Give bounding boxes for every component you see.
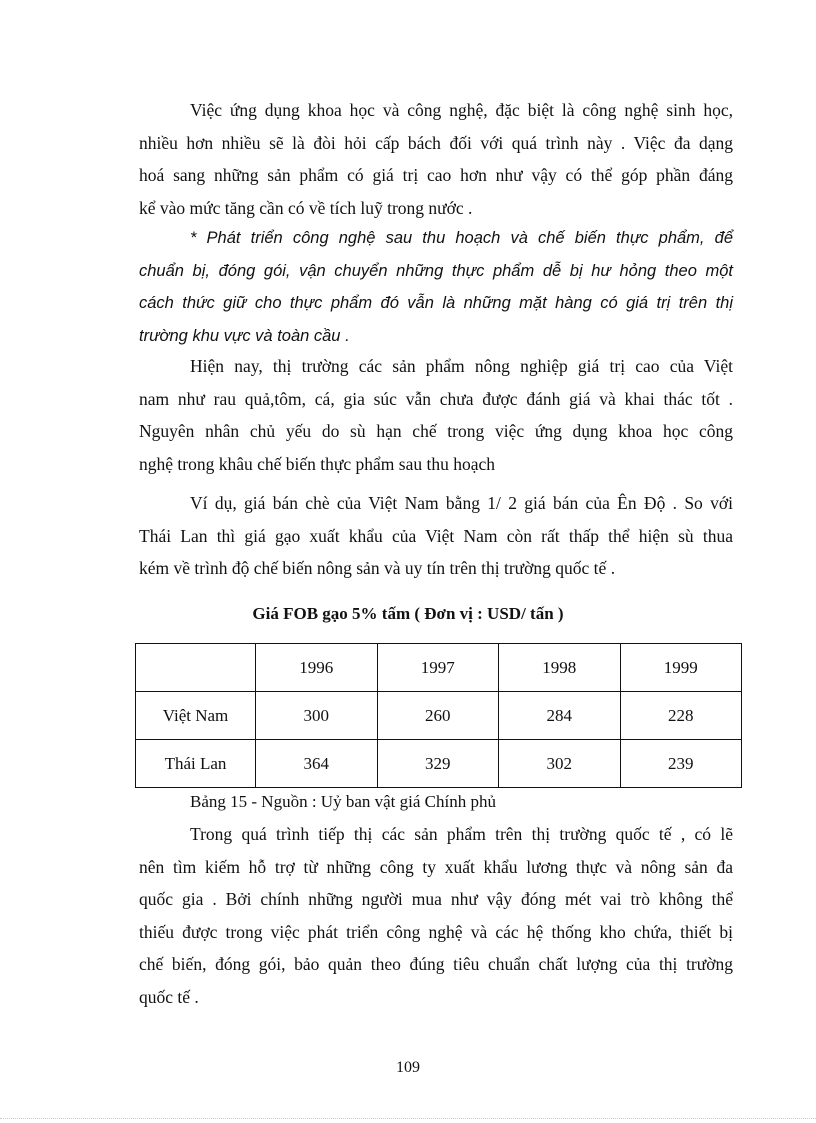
- price-cell: 364: [256, 740, 378, 788]
- text-line: * Phát triển công nghệ sau thu hoạch và chế biến thực phẩm, để: [190, 229, 733, 247]
- text-line: quốc tế .: [139, 986, 199, 1007]
- text-line: Hiện nay, thị trường các sản phẩm nông nghiệp giá trị cao của Việt: [190, 356, 733, 376]
- page-bottom-divider: [0, 1118, 816, 1119]
- paragraph-post-harvest-italic: [139, 222, 733, 352]
- text-line: nam như rau quả,tôm, cá, gia súc vẫn chưa được đánh giá và khai thác tốt .: [139, 388, 733, 409]
- paragraph-example: [139, 487, 733, 585]
- text-line: kém về trình độ chế biến nông sản và uy tín trên thị trường quốc tế .: [139, 558, 616, 578]
- table-caption: Giá FOB gạo 5% tấm ( Đơn vị : USD/ tấn ): [252, 604, 564, 623]
- text-line: chuẩn bị, đóng gói, vận chuyển những thực phẩm dễ bị hư hỏng theo một: [139, 261, 733, 280]
- table-row: [136, 740, 742, 788]
- text-line: Nguyên nhân chủ yếu do sù hạn chế trong việc ứng dụng khoa học công: [139, 421, 733, 441]
- text-line: hoá sang những sản phẩm có giá trị cao hơn như vậy có thể góp phần đáng: [139, 165, 733, 185]
- table-source-note: Bảng 15 - Nguồn : Uỷ ban vật giá Chính phủ: [190, 792, 496, 811]
- country-cell: Thái Lan: [136, 740, 256, 788]
- year-header-cell: 1997: [377, 644, 499, 692]
- price-cell: 284: [499, 692, 621, 740]
- text-line: quốc gia . Bởi chính những người mua như vậy đóng mét vai trò không thể: [139, 889, 733, 909]
- text-line: nhiều hơn nhiều sẽ là đòi hỏi cấp bách đối với quá trình này . Việc đa dạng: [139, 132, 733, 153]
- text-line: nên tìm kiếm hỗ trợ từ những công ty xuất khẩu lương thực và nông sản đa: [139, 856, 733, 877]
- paragraph-current-market: [139, 350, 733, 480]
- table-corner-cell: [136, 644, 256, 692]
- price-cell: 239: [620, 740, 742, 788]
- text-line: trường khu vực và toàn cầu .: [139, 326, 350, 345]
- year-header-cell: 1999: [620, 644, 742, 692]
- text-line: nghệ trong khâu chế biến thực phẩm sau thu hoạch: [139, 453, 495, 474]
- paragraph-marketing: [139, 818, 733, 1013]
- text-line: Việc ứng dụng khoa học và công nghệ, đặc biệt là công nghệ sinh học,: [190, 100, 733, 120]
- year-header-cell: 1996: [256, 644, 378, 692]
- price-cell: 228: [620, 692, 742, 740]
- text-line: Thái Lan thì giá gạo xuất khẩu của Việt Nam còn rất thấp thể hiện sù thua: [139, 525, 733, 546]
- table-row: [136, 692, 742, 740]
- price-cell: 300: [256, 692, 378, 740]
- text-line: Trong quá trình tiếp thị các sản phẩm trên thị trường quốc tế , có lẽ: [190, 824, 733, 844]
- price-cell: 302: [499, 740, 621, 788]
- price-cell: 329: [377, 740, 499, 788]
- page-number: 109: [396, 1059, 420, 1076]
- year-header-cell: 1998: [499, 644, 621, 692]
- text-line: chế biến, đóng gói, bảo quản theo đúng tiêu chuẩn chất lượng của thị trường: [139, 954, 733, 974]
- text-line: Ví dụ, giá bán chè của Việt Nam bằng 1/ 2 giá bán của Ên Độ . So với: [190, 493, 733, 513]
- text-line: thiếu được trong việc phát triển công nghệ và các hệ thống kho chứa, thiết bị: [139, 921, 733, 942]
- price-table: [135, 643, 742, 788]
- price-cell: 260: [377, 692, 499, 740]
- paragraph-technology: [139, 94, 733, 224]
- table-header-row: [136, 644, 742, 692]
- text-line: kể vào mức tăng cần có về tích luỹ trong nước .: [139, 197, 473, 218]
- text-line: cách thức giữ cho thực phẩm đó vẫn là những mặt hàng có giá trị trên thị: [139, 294, 733, 312]
- country-cell: Việt Nam: [136, 692, 256, 740]
